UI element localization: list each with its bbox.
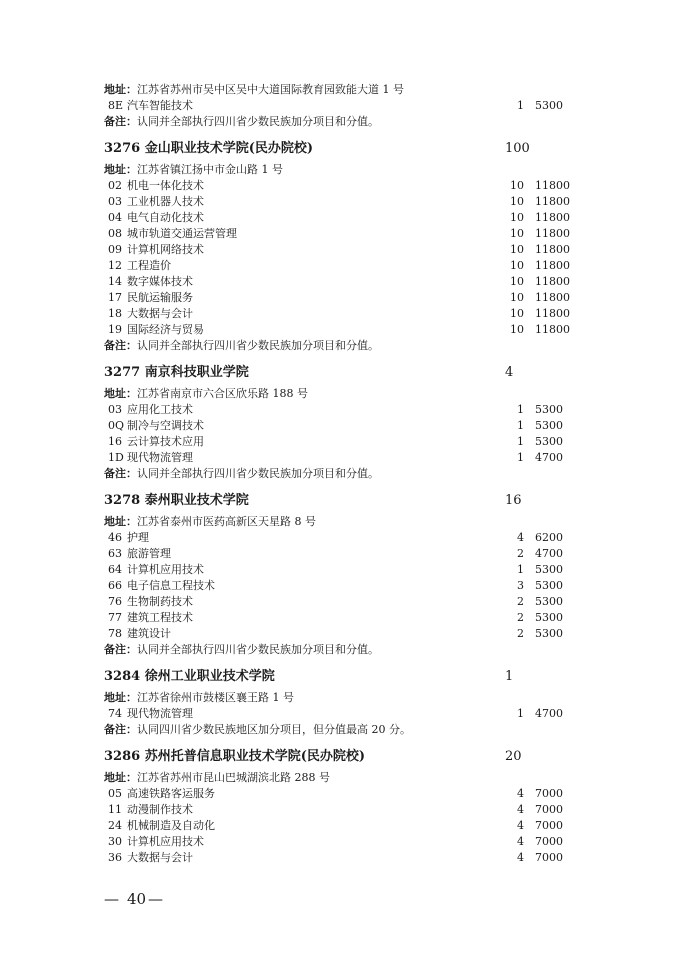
program-name: 建筑工程技术: [127, 611, 193, 624]
program-quota: 1: [517, 563, 524, 576]
address-label: 地址: [104, 83, 126, 96]
program-row: [0, 226, 680, 242]
remark-text: [104, 722, 411, 738]
address-line: [0, 770, 680, 786]
program-row: [0, 594, 680, 610]
remark-value: 认同并全部执行四川省少数民族加分项目和分值。: [137, 643, 379, 656]
program-code: 12: [108, 259, 122, 272]
program-name: 护理: [127, 531, 149, 544]
program-code: 11: [108, 803, 122, 816]
remark-text: [104, 466, 379, 482]
program-fee: 5300: [535, 627, 563, 640]
program-quota: 1: [517, 419, 524, 432]
program-code: 05: [108, 787, 122, 800]
program-quota: 1: [517, 451, 524, 464]
program-code: 19: [108, 323, 122, 336]
address-line: [0, 386, 680, 402]
remark-line: [0, 722, 680, 738]
program-row: [0, 290, 680, 306]
address-line: [0, 514, 680, 530]
program-name: 机电一体化技术: [127, 179, 204, 192]
program-code: 74: [108, 707, 122, 720]
program-fee: 7000: [535, 819, 563, 832]
program-name: 电子信息工程技术: [127, 579, 215, 592]
program-fee: 11800: [535, 211, 570, 224]
program-name: 汽车智能技术: [127, 99, 193, 112]
remark-text: [104, 338, 379, 354]
program-name: 工程造价: [127, 259, 171, 272]
program-quota: 4: [517, 835, 524, 848]
address-colon: ：: [126, 691, 137, 704]
address-label: 地址: [104, 771, 126, 784]
institution-code: 3276: [104, 141, 141, 156]
institution-header: [0, 364, 680, 382]
program-code: 16: [108, 435, 122, 448]
program-fee: 6200: [535, 531, 563, 544]
program-quota: 4: [517, 851, 524, 864]
program-row: [0, 194, 680, 210]
program-quota: 10: [510, 291, 524, 304]
program-quota: 3: [517, 579, 524, 592]
program-name: 工业机器人技术: [127, 195, 204, 208]
program-row: [0, 210, 680, 226]
program-quota: 4: [517, 819, 524, 832]
program-code: 64: [108, 563, 122, 576]
program-row: [0, 578, 680, 594]
page-number: 40: [127, 890, 147, 908]
institution-total-quota: 16: [505, 493, 522, 508]
program-code: 1D: [108, 451, 124, 464]
program-code: 76: [108, 595, 122, 608]
institution-code: 3277: [104, 365, 141, 380]
remark-label: 备注: [104, 115, 126, 128]
program-name: 数字媒体技术: [127, 275, 193, 288]
address-label: 地址: [104, 515, 126, 528]
program-row: [0, 242, 680, 258]
program-fee: 11800: [535, 323, 570, 336]
program-name: 应用化工技术: [127, 403, 193, 416]
program-row: [0, 530, 680, 546]
program-code: 8E: [108, 99, 124, 112]
program-code: 36: [108, 851, 122, 864]
program-fee: 5300: [535, 611, 563, 624]
program-quota: 1: [517, 707, 524, 720]
address-colon: ：: [126, 163, 137, 176]
institution-name: 泰州职业技术学院: [144, 493, 249, 508]
address-colon: ：: [126, 83, 137, 96]
program-row: [0, 706, 680, 722]
institution-code: 3286: [104, 749, 141, 764]
program-row: [0, 322, 680, 338]
program-quota: 2: [517, 547, 524, 560]
program-fee: 11800: [535, 291, 570, 304]
program-fee: 11800: [535, 179, 570, 192]
program-name: 云计算技术应用: [127, 435, 204, 448]
institution-code: 3278: [104, 493, 141, 508]
program-row: [0, 802, 680, 818]
program-name: 计算机应用技术: [127, 835, 204, 848]
program-quota: 2: [517, 611, 524, 624]
program-fee: 11800: [535, 275, 570, 288]
address-value: 江苏省苏州市吴中区吴中大道国际教育园致能大道 1 号: [137, 83, 404, 96]
address-text: [104, 82, 404, 98]
program-quota: 1: [517, 435, 524, 448]
remark-line: [0, 338, 680, 354]
program-quota: 10: [510, 275, 524, 288]
program-fee: 11800: [535, 259, 570, 272]
program-row: [0, 258, 680, 274]
address-text: [104, 386, 308, 402]
program-row: [0, 626, 680, 642]
program-fee: 4700: [535, 707, 563, 720]
remark-colon: ：: [126, 643, 137, 656]
program-row: [0, 178, 680, 194]
program-code: 08: [108, 227, 122, 240]
program-fee: 4700: [535, 547, 563, 560]
program-quota: 10: [510, 243, 524, 256]
program-code: 03: [108, 403, 122, 416]
address-line: [0, 690, 680, 706]
remark-colon: ：: [126, 339, 137, 352]
address-text: [104, 162, 283, 178]
institution-name-line: [104, 492, 249, 510]
program-code: 0Q: [108, 419, 125, 432]
remark-value: 认同并全部执行四川省少数民族加分项目和分值。: [137, 467, 379, 480]
institution-name: 金山职业技术学院(民办院校): [144, 141, 314, 156]
program-row: [0, 786, 680, 802]
remark-label: 备注: [104, 467, 126, 480]
program-name: 计算机网络技术: [127, 243, 204, 256]
program-code: 04: [108, 211, 122, 224]
remark-label: 备注: [104, 339, 126, 352]
program-code: 24: [108, 819, 122, 832]
program-code: 18: [108, 307, 122, 320]
program-fee: 11800: [535, 195, 570, 208]
address-text: [104, 514, 316, 530]
address-label: 地址: [104, 163, 126, 176]
program-fee: 5300: [535, 595, 563, 608]
program-name: 国际经济与贸易: [127, 323, 204, 336]
program-row: [0, 610, 680, 626]
remark-colon: ：: [126, 723, 137, 736]
program-name: 电气自动化技术: [127, 211, 204, 224]
program-code: 66: [108, 579, 122, 592]
program-quota: 1: [517, 99, 524, 112]
program-name: 现代物流管理: [127, 451, 193, 464]
remark-value: 认同并全部执行四川省少数民族加分项目和分值。: [137, 115, 379, 128]
address-colon: ：: [126, 771, 137, 784]
institution-header: [0, 668, 680, 686]
institution-name: 南京科技职业学院: [144, 365, 249, 380]
address-text: [104, 770, 330, 786]
program-fee: 5300: [535, 579, 563, 592]
program-name: 机械制造及自动化: [127, 819, 215, 832]
address-label: 地址: [104, 387, 126, 400]
program-quota: 2: [517, 627, 524, 640]
address-line: [0, 82, 680, 98]
address-value: 江苏省苏州市昆山巴城湖滨北路 288 号: [137, 771, 330, 784]
program-name: 城市轨道交通运营管理: [127, 227, 237, 240]
program-name: 计算机应用技术: [127, 563, 204, 576]
program-code: 17: [108, 291, 122, 304]
remark-label: 备注: [104, 643, 126, 656]
program-row: [0, 834, 680, 850]
program-fee: 7000: [535, 835, 563, 848]
program-code: 03: [108, 195, 122, 208]
institution-total-quota: 1: [505, 669, 514, 684]
address-value: 江苏省南京市六合区欣乐路 188 号: [137, 387, 308, 400]
remark-value: 认同并全部执行四川省少数民族加分项目和分值。: [137, 339, 379, 352]
program-name: 民航运输服务: [127, 291, 193, 304]
program-fee: 5300: [535, 435, 563, 448]
program-fee: 5300: [535, 563, 563, 576]
program-row: [0, 546, 680, 562]
program-name: 生物制药技术: [127, 595, 193, 608]
remark-value: 认同四川省少数民族地区加分项目，但分值最高 20 分。: [137, 723, 411, 736]
program-code: 30: [108, 835, 122, 848]
program-row: [0, 306, 680, 322]
program-code: 46: [108, 531, 122, 544]
program-fee: 4700: [535, 451, 563, 464]
address-line: [0, 162, 680, 178]
program-code: 78: [108, 627, 122, 640]
institution-name-line: [104, 748, 365, 766]
program-fee: 7000: [535, 803, 563, 816]
institution-header: [0, 140, 680, 158]
program-row: [0, 274, 680, 290]
institution-name-line: [104, 140, 313, 158]
remark-line: [0, 642, 680, 658]
program-fee: 5300: [535, 403, 563, 416]
remark-line: [0, 466, 680, 482]
remark-colon: ：: [126, 115, 137, 128]
program-name: 高速铁路客运服务: [127, 787, 215, 800]
address-value: 江苏省泰州市医药高新区天星路 8 号: [137, 515, 316, 528]
program-quota: 4: [517, 803, 524, 816]
program-fee: 5300: [535, 419, 563, 432]
program-quota: 4: [517, 787, 524, 800]
program-code: 02: [108, 179, 122, 192]
institution-name: 苏州托普信息职业技术学院(民办院校): [144, 749, 366, 764]
institution-header: [0, 492, 680, 510]
program-quota: 4: [517, 531, 524, 544]
program-quota: 10: [510, 323, 524, 336]
address-text: [104, 690, 294, 706]
program-quota: 10: [510, 211, 524, 224]
institution-name-line: [104, 668, 275, 686]
program-code: 77: [108, 611, 122, 624]
program-quota: 10: [510, 179, 524, 192]
page-dash-right: —: [148, 890, 163, 908]
program-name: 大数据与会计: [127, 851, 193, 864]
address-value: 江苏省徐州市鼓楼区襄王路 1 号: [137, 691, 294, 704]
institution-name: 徐州工业职业技术学院: [144, 669, 275, 684]
program-row: [0, 562, 680, 578]
program-fee: 7000: [535, 787, 563, 800]
remark-label: 备注: [104, 723, 126, 736]
program-row: [0, 98, 680, 114]
program-name: 制冷与空调技术: [127, 419, 204, 432]
remark-colon: ：: [126, 467, 137, 480]
program-row: [0, 818, 680, 834]
program-row: [0, 434, 680, 450]
program-name: 旅游管理: [127, 547, 171, 560]
address-label: 地址: [104, 691, 126, 704]
program-row: [0, 402, 680, 418]
institution-name-line: [104, 364, 249, 382]
program-quota: 2: [517, 595, 524, 608]
institution-total-quota: 4: [505, 365, 514, 380]
program-quota: 1: [517, 403, 524, 416]
program-quota: 10: [510, 259, 524, 272]
program-fee: 11800: [535, 243, 570, 256]
remark-text: [104, 642, 379, 658]
institution-total-quota: 100: [505, 141, 530, 156]
program-quota: 10: [510, 227, 524, 240]
program-fee: 11800: [535, 307, 570, 320]
program-code: 14: [108, 275, 122, 288]
institution-header: [0, 748, 680, 766]
program-code: 63: [108, 547, 122, 560]
program-row: [0, 850, 680, 866]
page-dash-left: —: [104, 890, 119, 908]
institution-code: 3284: [104, 669, 141, 684]
program-row: [0, 418, 680, 434]
institution-total-quota: 20: [505, 749, 522, 764]
program-name: 建筑设计: [127, 627, 171, 640]
program-fee: 11800: [535, 227, 570, 240]
program-fee: 7000: [535, 851, 563, 864]
program-name: 大数据与会计: [127, 307, 193, 320]
address-colon: ：: [126, 387, 137, 400]
remark-text: [104, 114, 379, 130]
program-name: 现代物流管理: [127, 707, 193, 720]
program-quota: 10: [510, 195, 524, 208]
remark-line: [0, 114, 680, 130]
program-quota: 10: [510, 307, 524, 320]
program-code: 09: [108, 243, 122, 256]
program-name: 动漫制作技术: [127, 803, 193, 816]
program-fee: 5300: [535, 99, 563, 112]
address-colon: ：: [126, 515, 137, 528]
program-row: [0, 450, 680, 466]
address-value: 江苏省镇江扬中市金山路 1 号: [137, 163, 283, 176]
